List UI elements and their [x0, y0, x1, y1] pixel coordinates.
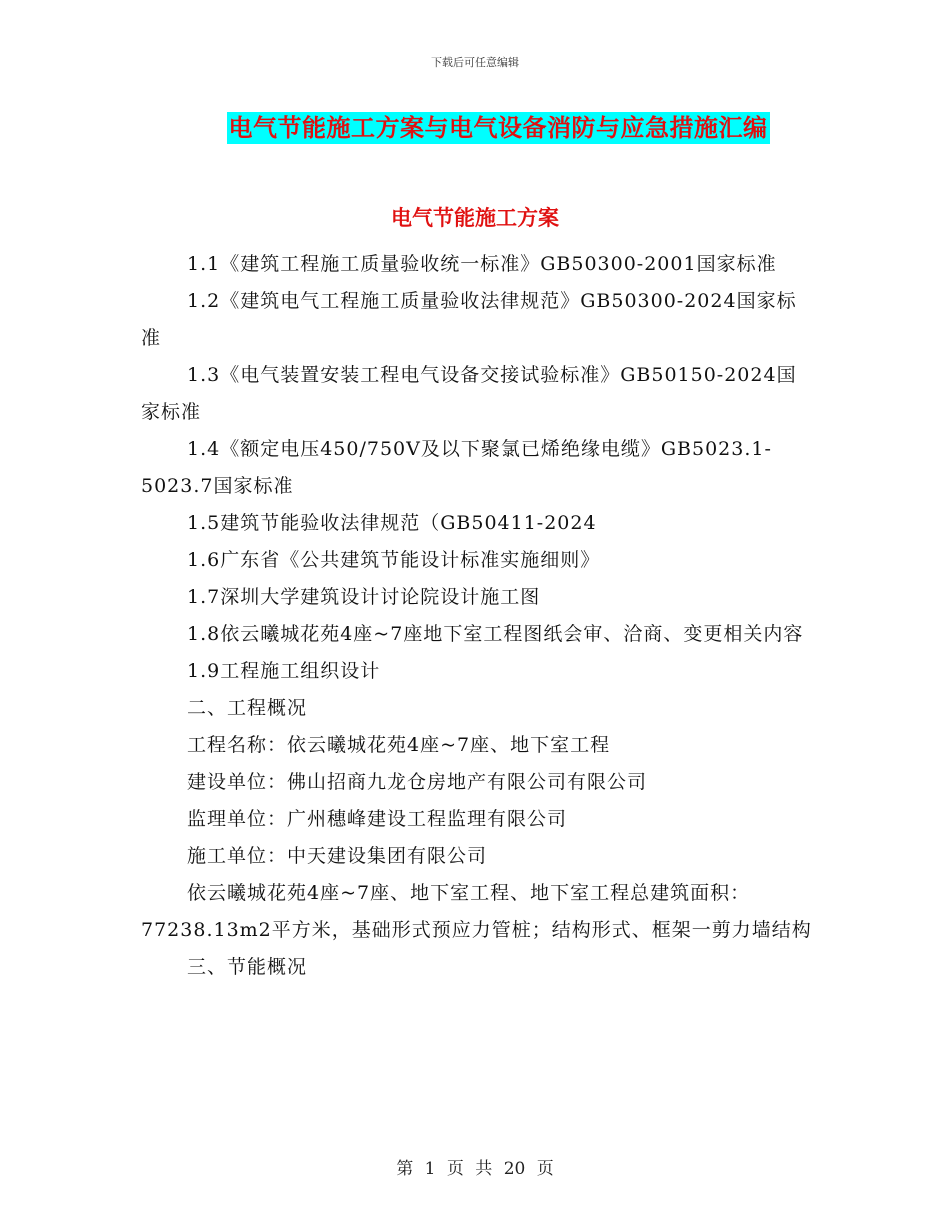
paragraph: 工程名称：依云曦城花苑4座~7座、地下室工程	[187, 734, 611, 756]
page-header-note: 下载后可任意编辑	[431, 56, 519, 69]
paragraph: 监理单位：广州穗峰建设工程监理有限公司	[187, 808, 568, 830]
paragraph: 1.7深圳大学建筑设计讨论院设计施工图	[187, 586, 541, 608]
paragraph: 1.1《建筑工程施工质量验收统一标准》GB50300-2001国家标准	[187, 253, 777, 275]
section-heading: 三、节能概况	[187, 956, 308, 978]
document-title-wrapper	[0, 112, 950, 144]
page-number: 第 1 页 共 20 页	[396, 1159, 554, 1179]
paragraph: 依云曦城花苑4座~7座、地下室工程、地下室工程总建筑面积：77238.13m2平方米，基础形式预应力管桩；结构形式、框架一剪力墙结构	[141, 882, 812, 941]
paragraph: 1.8依云曦城花苑4座~7座地下室工程图纸会审、洽商、变更相关内容	[187, 623, 804, 645]
paragraph: 1.5建筑节能验收法律规范（GB50411-2024	[187, 512, 597, 534]
paragraph: 1.4《额定电压450/750V及以下聚氯已烯绝缘电缆》GB5023.1-5023.7国家标准	[141, 438, 772, 497]
section-heading: 二、工程概况	[187, 697, 308, 719]
paragraph: 施工单位：中天建设集团有限公司	[187, 845, 488, 867]
paragraph: 建设单位：佛山招商九龙仓房地产有限公司有限公司	[187, 771, 648, 793]
document-body	[141, 246, 813, 986]
paragraph: 1.2《建筑电气工程施工质量验收法律规范》GB50300-2024国家标准	[141, 290, 797, 349]
paragraph: 1.9工程施工组织设计	[187, 660, 381, 682]
paragraph: 1.6广东省《公共建筑节能设计标准实施细则》	[187, 549, 601, 571]
document-title: 电气节能施工方案与电气设备消防与应急措施汇编	[228, 114, 768, 142]
section-title: 电气节能施工方案	[391, 206, 559, 230]
paragraph: 1.3《电气装置安装工程电气设备交接试验标准》GB50150-2024国家标准	[141, 364, 797, 423]
